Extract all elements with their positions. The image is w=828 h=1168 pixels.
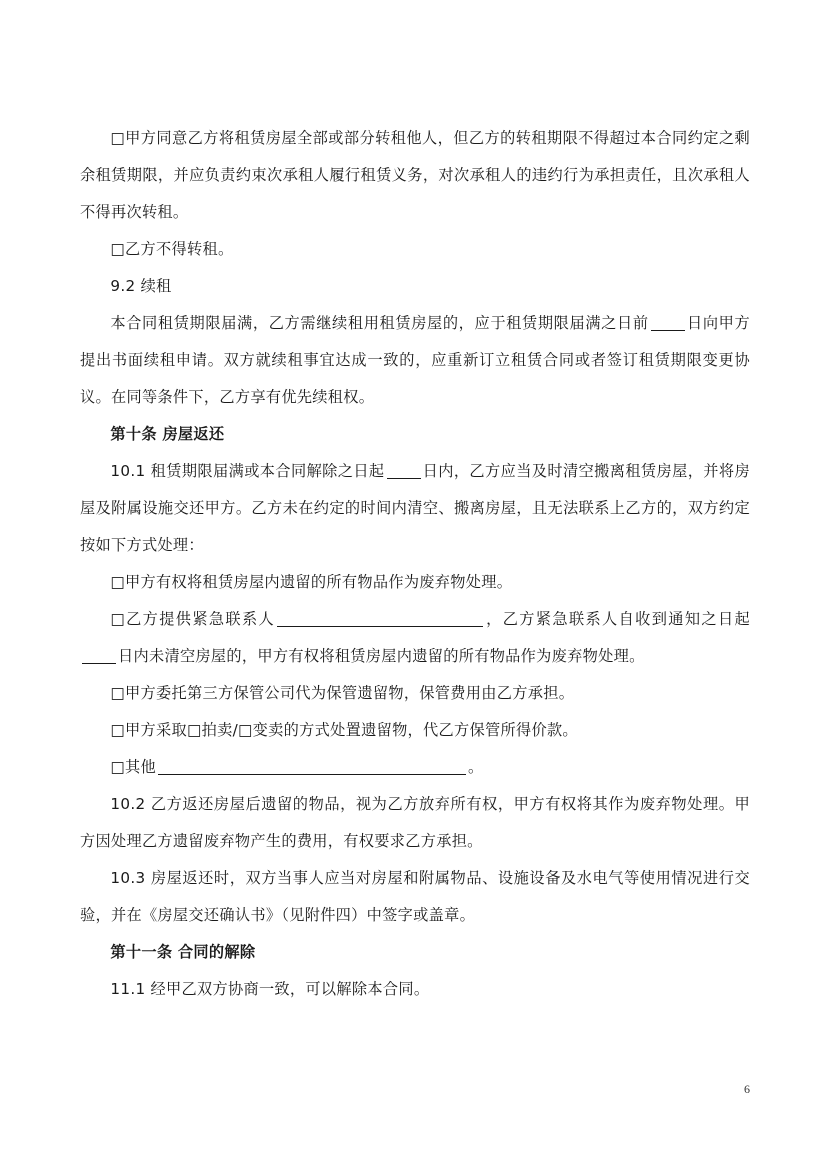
clause-10-3 <box>80 860 750 934</box>
document-body <box>80 120 750 1008</box>
paragraph-text: 日内，乙方应当及时清空搬离租赁房屋，并将房屋及附属设施交还甲方。乙方未在约定的时间内清空、搬离房屋，且无法联系上乙方的，双方约定按如下方式处理： <box>80 462 750 554</box>
sublease-allowed-option <box>80 120 750 231</box>
heading-text: 第十条 房屋返还 <box>110 425 225 443</box>
page-number: 6 <box>744 1082 750 1096</box>
paragraph-text: □甲方委托第三方保管公司代为保管遗留物，保管费用由乙方承担。 <box>110 684 575 702</box>
paragraph-text: 本合同租赁期限届满，乙方需继续租用租赁房屋的，应于租赁期限届满之日前 <box>110 314 649 332</box>
disposal-option-3 <box>80 675 750 712</box>
contact-days-blank[interactable] <box>82 645 116 664</box>
other-method-blank[interactable] <box>158 756 466 775</box>
disposal-option-other <box>80 749 750 786</box>
paragraph-text: □乙方提供紧急联系人 <box>110 610 276 628</box>
paragraph-text: □乙方不得转租。 <box>110 240 234 258</box>
paragraph-text: 10.1 租赁期限届满或本合同解除之日起 <box>110 462 385 480</box>
return-days-blank[interactable] <box>387 460 421 479</box>
paragraph-text: 10.3 房屋返还时，双方当事人应当对房屋和附属物品、设施设备及水电气等使用情况进行交验，并在《房屋交还确认书》（见附件四）中签字或盖章。 <box>80 869 750 924</box>
paragraph-text: □其他 <box>110 758 157 776</box>
paragraph-text: 日内未清空房屋的，甲方有权将租赁房屋内遗留的所有物品作为废弃物处理。 <box>118 647 645 665</box>
renewal-days-blank[interactable] <box>651 312 685 331</box>
emergency-contact-blank[interactable] <box>277 608 483 627</box>
disposal-option-4 <box>80 712 750 749</box>
paragraph-text: 日向甲方提出书面续租申请。双方就续租事宜达成一致的，应重新订立租赁合同或者签订租赁期限变更协议。在同等条件下，乙方享有优先续租权。 <box>80 314 750 406</box>
clause-9-2-title <box>80 268 750 305</box>
heading-text: 第十一条 合同的解除 <box>110 943 256 961</box>
renewal-paragraph <box>80 305 750 416</box>
paragraph-text: 10.2 乙方返还房屋后遗留的物品，视为乙方放弃所有权，甲方有权将其作为废弃物处理。甲方因处理乙方遗留废弃物产生的费用，有权要求乙方承担。 <box>80 795 750 850</box>
clause-11-1 <box>80 971 750 1008</box>
paragraph-text: □甲方有权将租赁房屋内遗留的所有物品作为废弃物处理。 <box>110 573 513 591</box>
paragraph-text: 9.2 续租 <box>110 277 172 295</box>
clause-10-2 <box>80 786 750 860</box>
article-10-heading <box>80 416 750 453</box>
paragraph-text: □甲方采取□拍卖/□变卖的方式处置遗留物，代乙方保管所得价款。 <box>110 721 578 739</box>
paragraph-text: ，乙方紧急联系人自收到通知之日起 <box>485 610 750 628</box>
disposal-option-2 <box>80 601 750 675</box>
article-11-heading <box>80 934 750 971</box>
sublease-forbidden-option <box>80 231 750 268</box>
paragraph-text: 11.1 经甲乙双方协商一致，可以解除本合同。 <box>110 980 430 998</box>
paragraph-text: 。 <box>468 758 484 776</box>
paragraph-text: □甲方同意乙方将租赁房屋全部或部分转租他人，但乙方的转租期限不得超过本合同约定之剩余租赁期限，并应负责约束次承租人履行租赁义务，对次承租人的违约行为承担责任，且次承租人不得再次转租。 <box>80 129 750 221</box>
clause-10-1 <box>80 453 750 564</box>
disposal-option-1 <box>80 564 750 601</box>
